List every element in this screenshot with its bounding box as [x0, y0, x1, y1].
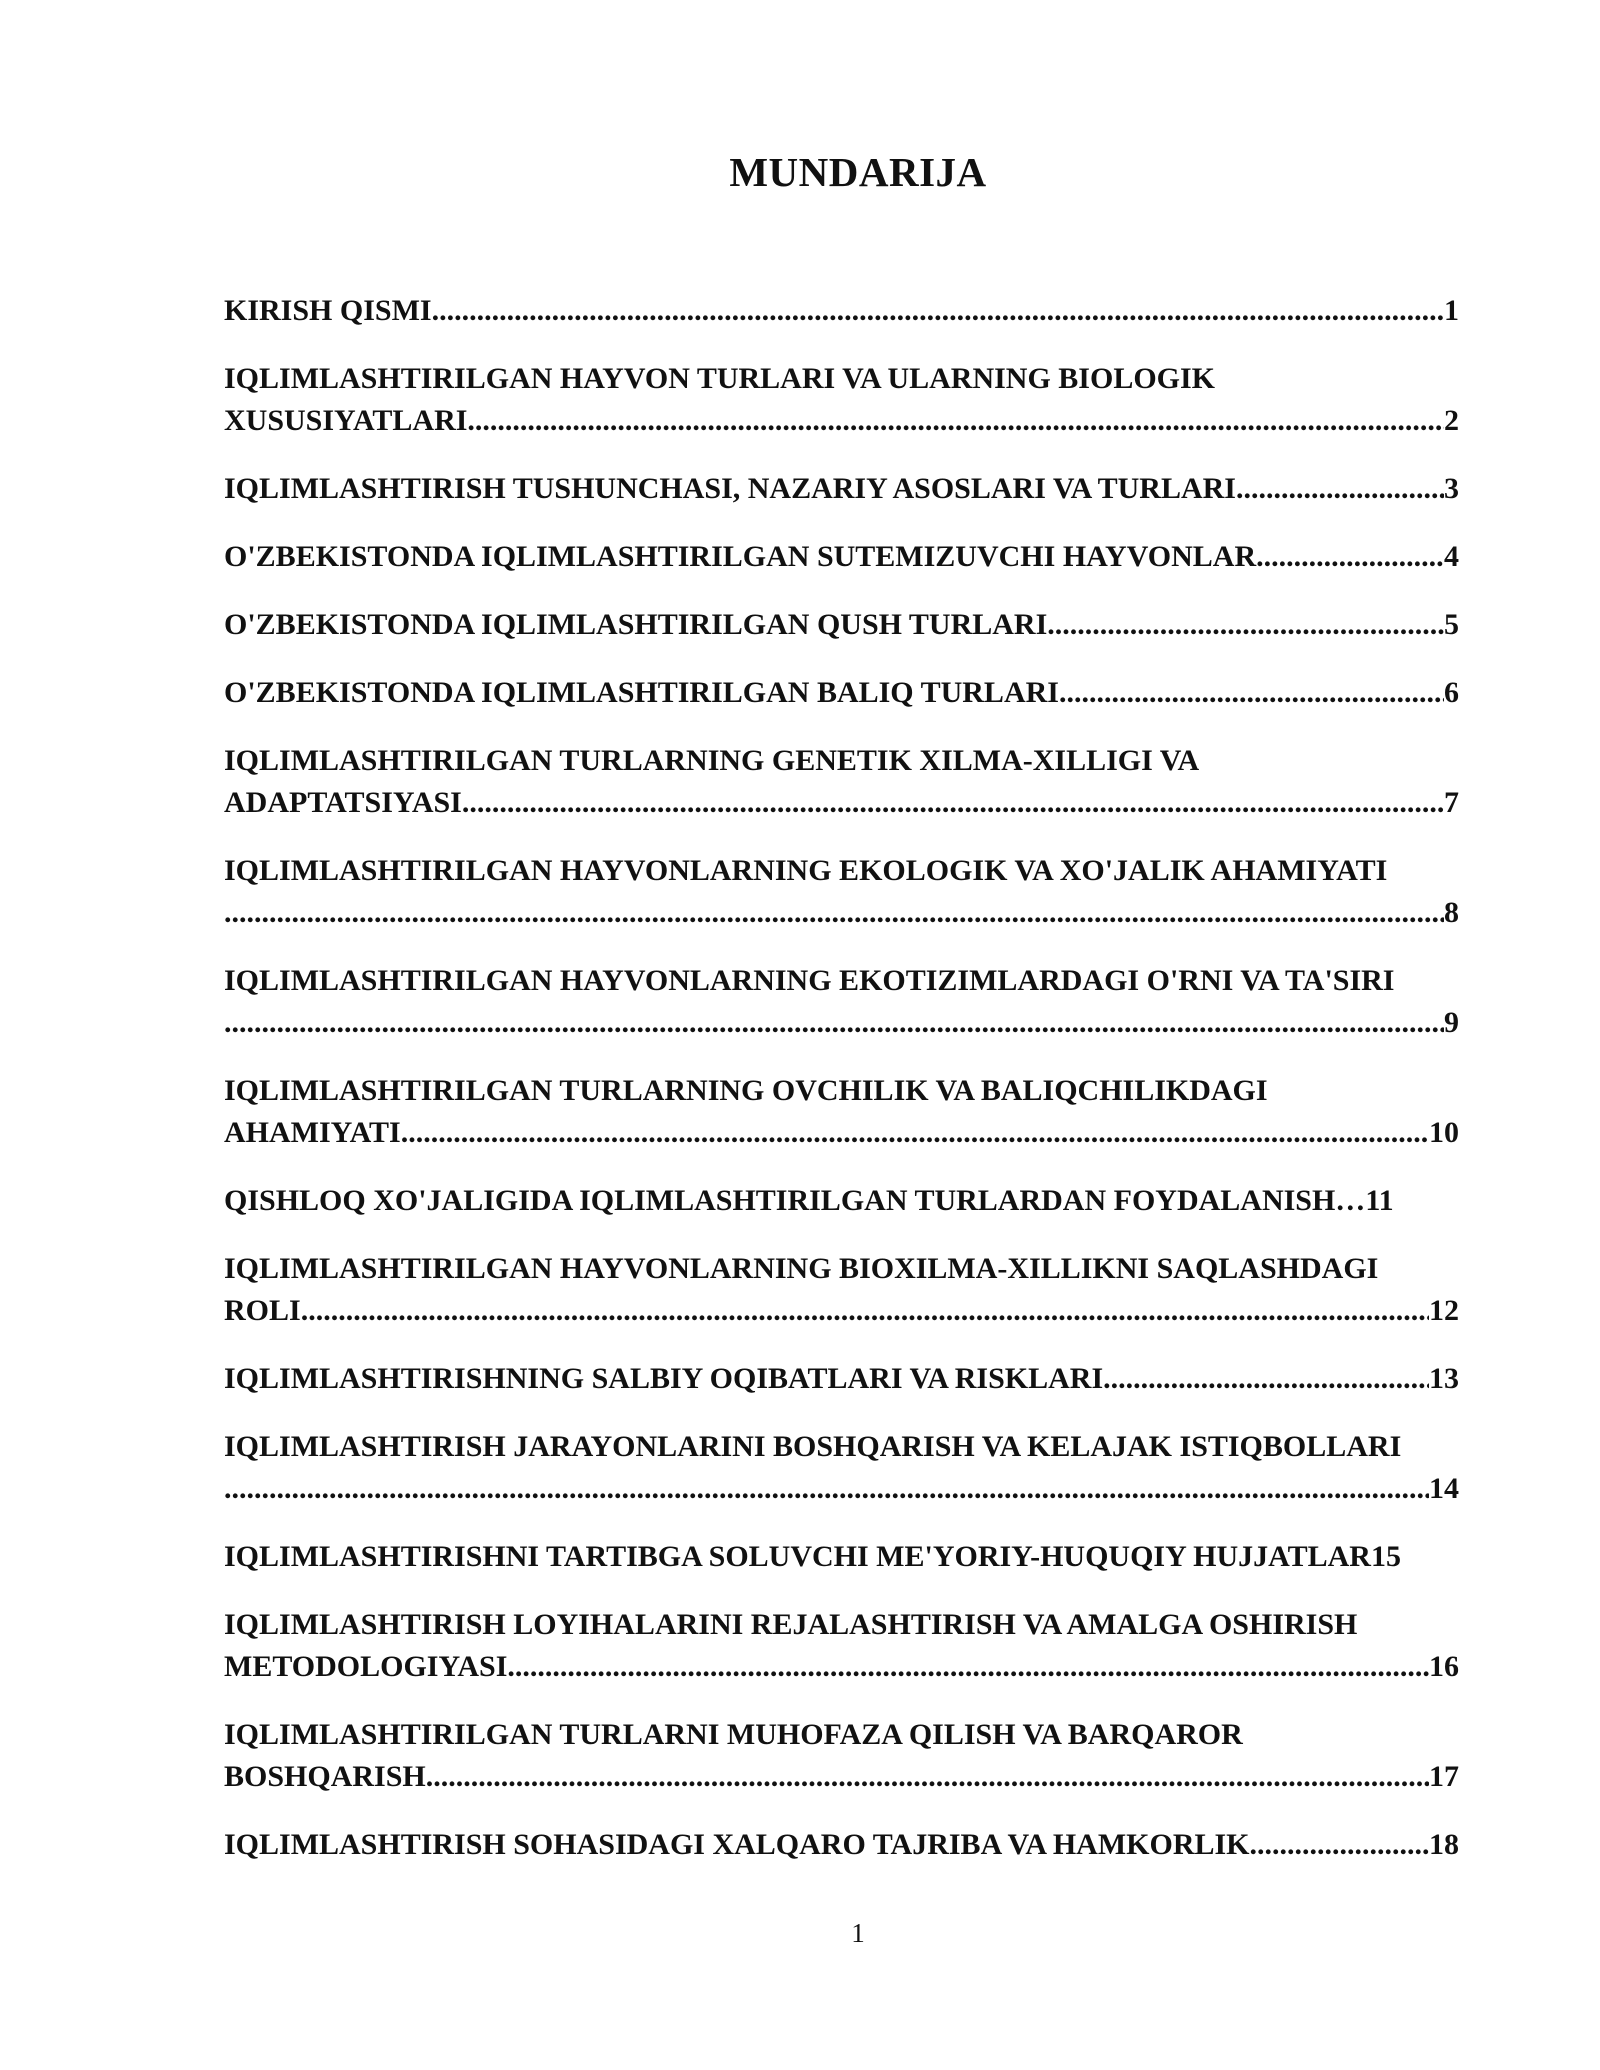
- toc-entry-title: METODOLOGIYASI: [224, 1650, 508, 1683]
- toc-entry-page-number: 1: [1444, 294, 1459, 327]
- toc-entry-page-number: 12: [1429, 1294, 1459, 1327]
- toc-entry-title-line: IQLIMLASHTIRILGAN TURLARNING OVCHILIK VA BALIQCHILIKDAGI: [224, 1074, 1268, 1107]
- toc-entry-title: ROLI: [224, 1294, 301, 1327]
- toc-entry-leader-line: [224, 468, 1459, 510]
- toc-entry[interactable]: [224, 358, 1459, 442]
- toc-entry-page-number: 7: [1444, 786, 1459, 819]
- dot-leader: [426, 1756, 1429, 1798]
- toc-entry[interactable]: [224, 290, 1459, 332]
- dot-leader: [224, 1002, 1444, 1044]
- toc-entry-leader-line: [224, 1290, 1459, 1332]
- toc-entry-leader-line: [224, 782, 1459, 824]
- toc-entry-page-number: 17: [1429, 1760, 1459, 1793]
- toc-entry-title: O'ZBEKISTONDA IQLIMLASHTIRILGAN BALIQ TURLARI: [224, 676, 1059, 709]
- toc-entry-title: XUSUSIYATLARI: [224, 404, 468, 437]
- toc-entry[interactable]: [224, 850, 1459, 934]
- toc-entry-leader-line: [224, 892, 1459, 934]
- toc-entry-title-line: IQLIMLASHTIRILGAN HAYVONLARNING EKOLOGIK VA XO'JALIK AHAMIYATI: [224, 854, 1388, 887]
- dot-leader: [224, 1468, 1429, 1510]
- toc-entry-title: O'ZBEKISTONDA IQLIMLASHTIRILGAN QUSH TURLARI: [224, 608, 1048, 641]
- toc-entry-page-number: 4: [1444, 540, 1459, 573]
- toc-entry-title: ADAPTATSIYASI: [224, 786, 462, 819]
- toc-entry[interactable]: [224, 672, 1459, 714]
- toc-entry[interactable]: [224, 1714, 1459, 1798]
- toc-entry-leader-line: [224, 1756, 1459, 1798]
- toc-entry-page-number: 5: [1444, 608, 1459, 641]
- dot-leader: [301, 1290, 1429, 1332]
- toc-entry-title-line: IQLIMLASHTIRISH LOYIHALARINI REJALASHTIRISH VA AMALGA OSHIRISH: [224, 1608, 1358, 1641]
- dot-leader: [1103, 1358, 1429, 1400]
- toc-entry-leader-line: [224, 604, 1459, 646]
- toc-entry-title: IQLIMLASHTIRISH TUSHUNCHASI, NAZARIY ASOSLARI VA TURLARI: [224, 472, 1236, 505]
- toc-entry-page-number: 11: [1365, 1184, 1394, 1217]
- toc-entry[interactable]: [224, 1824, 1459, 1866]
- toc-entry-page-number: 13: [1429, 1362, 1459, 1395]
- dot-leader: [1250, 1824, 1429, 1866]
- toc-entry[interactable]: [224, 1248, 1459, 1332]
- toc-entry-title-line: IQLIMLASHTIRILGAN HAYVONLARNING EKOTIZIMLARDAGI O'RNI VA TA'SIRI: [224, 964, 1395, 997]
- toc-entry-title-line: IQLIMLASHTIRILGAN TURLARNI MUHOFAZA QILISH VA BARQAROR: [224, 1718, 1243, 1751]
- dot-leader: [467, 400, 1444, 442]
- dot-leader: [507, 1646, 1429, 1688]
- toc-entry-leader-line: [224, 1002, 1459, 1044]
- toc-entry-page-number: 10: [1429, 1116, 1459, 1149]
- dot-leader: [224, 892, 1444, 934]
- toc-entry-page-number: 18: [1429, 1828, 1459, 1861]
- toc-entry-leader-line: [224, 1112, 1459, 1154]
- toc-entry-page-number: 16: [1429, 1650, 1459, 1683]
- toc-entry-leader-line: [224, 400, 1459, 442]
- table-of-contents: [224, 290, 1459, 1892]
- toc-entry-title-line: IQLIMLASHTIRILGAN TURLARNING GENETIK XILMA-XILLIGI VA: [224, 744, 1200, 777]
- toc-entry-leader-line: [224, 1536, 1459, 1578]
- dot-leader: [1236, 468, 1444, 510]
- toc-entry[interactable]: [224, 1358, 1459, 1400]
- toc-entry-title-line: IQLIMLASHTIRISH JARAYONLARINI BOSHQARISH VA KELAJAK ISTIQBOLLARI: [224, 1430, 1402, 1463]
- toc-entry[interactable]: [224, 468, 1459, 510]
- toc-entry-leader-line: [224, 1468, 1459, 1510]
- dot-leader: [1256, 536, 1444, 578]
- dot-leader: [462, 782, 1444, 824]
- toc-entry-leader-line: [224, 290, 1459, 332]
- toc-entry-title-line: IQLIMLASHTIRILGAN HAYVON TURLARI VA ULARNING BIOLOGIK: [224, 362, 1216, 395]
- toc-entry-page-number: 9: [1444, 1006, 1459, 1039]
- dot-leader: [1047, 604, 1444, 646]
- toc-entry-leader-line: [224, 1824, 1459, 1866]
- toc-entry-title: KIRISH QISMI: [224, 294, 432, 327]
- dot-leader: [1059, 672, 1444, 714]
- toc-entry-page-number: 6: [1444, 676, 1459, 709]
- toc-entry-title: IQLIMLASHTIRISHNING SALBIY OQIBATLARI VA RISKLARI: [224, 1362, 1104, 1395]
- toc-entry-title-line: IQLIMLASHTIRILGAN HAYVONLARNING BIOXILMA-XILLIKNI SAQLASHDAGI: [224, 1252, 1379, 1285]
- page-number: 1: [851, 1918, 865, 1948]
- toc-entry[interactable]: [224, 536, 1459, 578]
- toc-entry-leader-line: [224, 672, 1459, 714]
- toc-entry[interactable]: [224, 1426, 1459, 1510]
- dot-leader: [401, 1112, 1429, 1154]
- toc-entry-page-number: 14: [1429, 1472, 1459, 1505]
- toc-entry-title: IQLIMLASHTIRISH SOHASIDAGI XALQARO TAJRIBA VA HAMKORLIK: [224, 1828, 1250, 1861]
- toc-entry[interactable]: [224, 1070, 1459, 1154]
- page-title: MUNDARIJA: [729, 149, 987, 195]
- toc-entry-leader-line: [224, 536, 1459, 578]
- toc-entry-page-number: 8: [1444, 896, 1459, 929]
- toc-entry-page-number: 15: [1370, 1540, 1401, 1573]
- toc-entry-leader-line: [224, 1180, 1459, 1222]
- toc-entry-title: QISHLOQ XO'JALIGIDA IQLIMLASHTIRILGAN TURLARDAN FOYDALANISH…: [224, 1184, 1366, 1217]
- toc-entry-page-number: 3: [1444, 472, 1459, 505]
- toc-entry-leader-line: [224, 1646, 1459, 1688]
- toc-entry-page-number: 2: [1444, 404, 1459, 437]
- toc-entry[interactable]: [224, 960, 1459, 1044]
- toc-entry-title: O'ZBEKISTONDA IQLIMLASHTIRILGAN SUTEMIZUVCHI HAYVONLAR: [224, 540, 1257, 573]
- toc-entry-title: BOSHQARISH: [224, 1760, 426, 1793]
- toc-entry-title: AHAMIYATI: [224, 1116, 401, 1149]
- toc-entry[interactable]: [224, 740, 1459, 824]
- toc-entry[interactable]: [224, 1604, 1459, 1688]
- toc-entry-title: IQLIMLASHTIRISHNI TARTIBGA SOLUVCHI ME'YORIY-HUQUQIY HUJJATLAR: [224, 1540, 1371, 1573]
- toc-entry[interactable]: [224, 1536, 1459, 1578]
- toc-entry[interactable]: [224, 604, 1459, 646]
- toc-entry-leader-line: [224, 1358, 1459, 1400]
- toc-entry[interactable]: [224, 1180, 1459, 1222]
- dot-leader: [432, 290, 1444, 332]
